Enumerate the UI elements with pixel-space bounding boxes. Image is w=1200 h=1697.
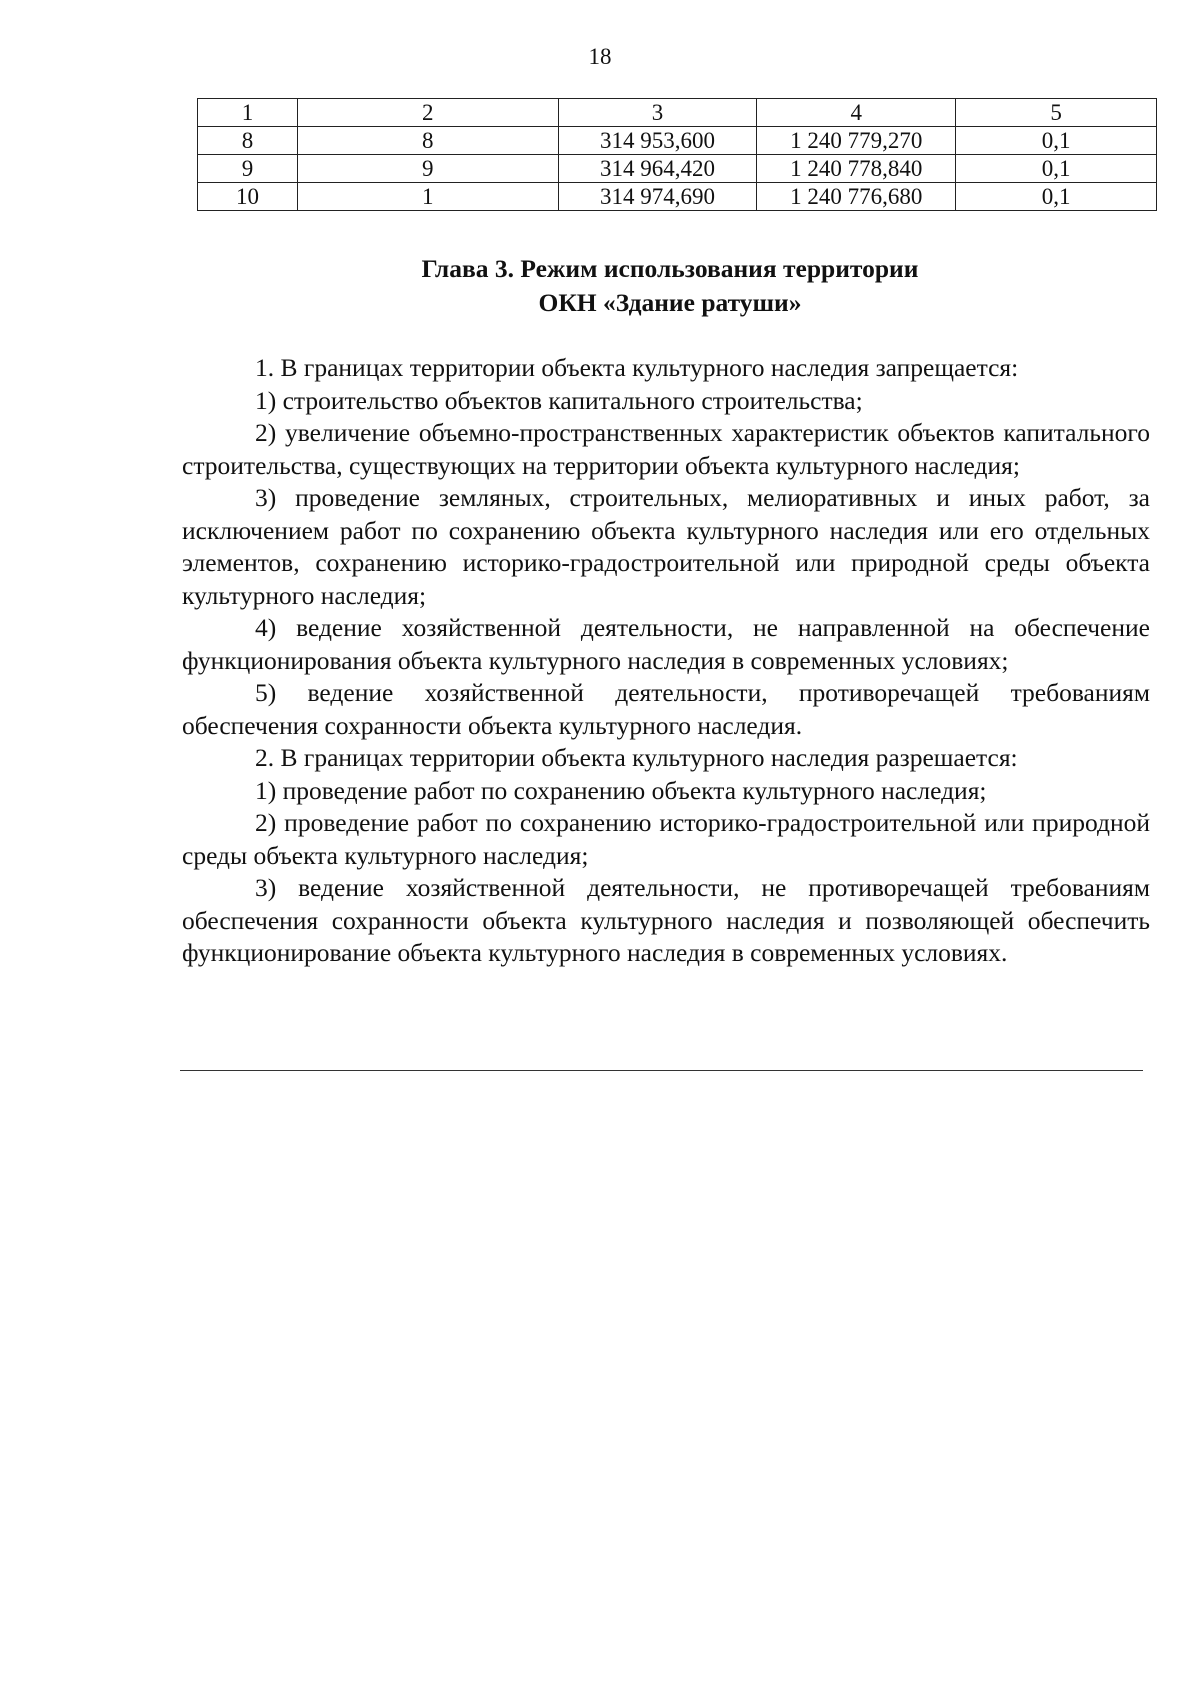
chapter-title <box>180 252 1160 320</box>
table-header-cell: 4 <box>757 99 956 127</box>
table-cell: 1 240 779,270 <box>757 127 956 155</box>
table-cell: 314 953,600 <box>558 127 757 155</box>
chapter-title-line: ОКН «Здание ратуши» <box>538 288 802 317</box>
paragraph: 3) проведение земляных, строительных, мелиоративных и иных работ, за исключением работ по сохранению объекта культурного наследия или его отдельных элементов, сохранению историко-градостроительной или природной среды объекта культурного наследия; <box>182 483 1150 610</box>
table-cell: 1 <box>297 183 558 211</box>
paragraph: 1) строительство объектов капитального строительства; <box>255 385 863 415</box>
table-header-cell: 2 <box>297 99 558 127</box>
table-cell: 8 <box>297 127 558 155</box>
table-cell: 9 <box>297 155 558 183</box>
table-cell: 0,1 <box>956 155 1157 183</box>
paragraph: 2. В границах территории объекта культурного наследия разрешается: <box>255 743 1018 772</box>
table-row <box>198 155 1157 183</box>
table-cell: 314 964,420 <box>558 155 757 183</box>
paragraph: 2) увеличение объемно-пространственных характеристик объектов капитального строительства, существующих на территории объекта культурного наследия; <box>182 418 1150 480</box>
table-cell: 8 <box>198 127 298 155</box>
table-header-cell: 3 <box>558 99 757 127</box>
table-cell: 0,1 <box>956 183 1157 211</box>
body-text <box>182 352 1150 970</box>
paragraph: 4) ведение хозяйственной деятельности, не направленной на обеспечение функционирования объекта культурного наследия в современных условиях; <box>182 613 1150 675</box>
paragraph: 2) проведение работ по сохранению историко-градостроительной или природной среды объекта культурного наследия; <box>182 808 1150 870</box>
closing-divider <box>180 1070 1143 1071</box>
paragraph: 3) ведение хозяйственной деятельности, не противоречащей требованиям обеспечения сохранности объекта культурного наследия и позволяющей обеспечить функционирование объекта культурного наследия в современных условиях. <box>182 873 1150 967</box>
page-number: 18 <box>588 44 612 69</box>
table-cell: 9 <box>198 155 298 183</box>
table-cell: 1 240 778,840 <box>757 155 956 183</box>
chapter-title-line: Глава 3. Режим использования территории <box>421 254 919 283</box>
paragraph: 5) ведение хозяйственной деятельности, противоречащей требованиям обеспечения сохранности объекта культурного наследия. <box>182 678 1150 740</box>
coordinates-table <box>197 98 1157 211</box>
paragraph: 1) проведение работ по сохранению объекта культурного наследия; <box>255 775 987 805</box>
table-cell: 10 <box>198 183 298 211</box>
paragraph: 1. В границах территории объекта культурного наследия запрещается: <box>255 353 1019 382</box>
table-row <box>198 127 1157 155</box>
table-header-cell: 1 <box>198 99 298 127</box>
table-row <box>198 183 1157 211</box>
table-header-row <box>198 99 1157 127</box>
table-cell: 1 240 776,680 <box>757 183 956 211</box>
table-cell: 314 974,690 <box>558 183 757 211</box>
table-cell: 0,1 <box>956 127 1157 155</box>
table-header-cell: 5 <box>956 99 1157 127</box>
